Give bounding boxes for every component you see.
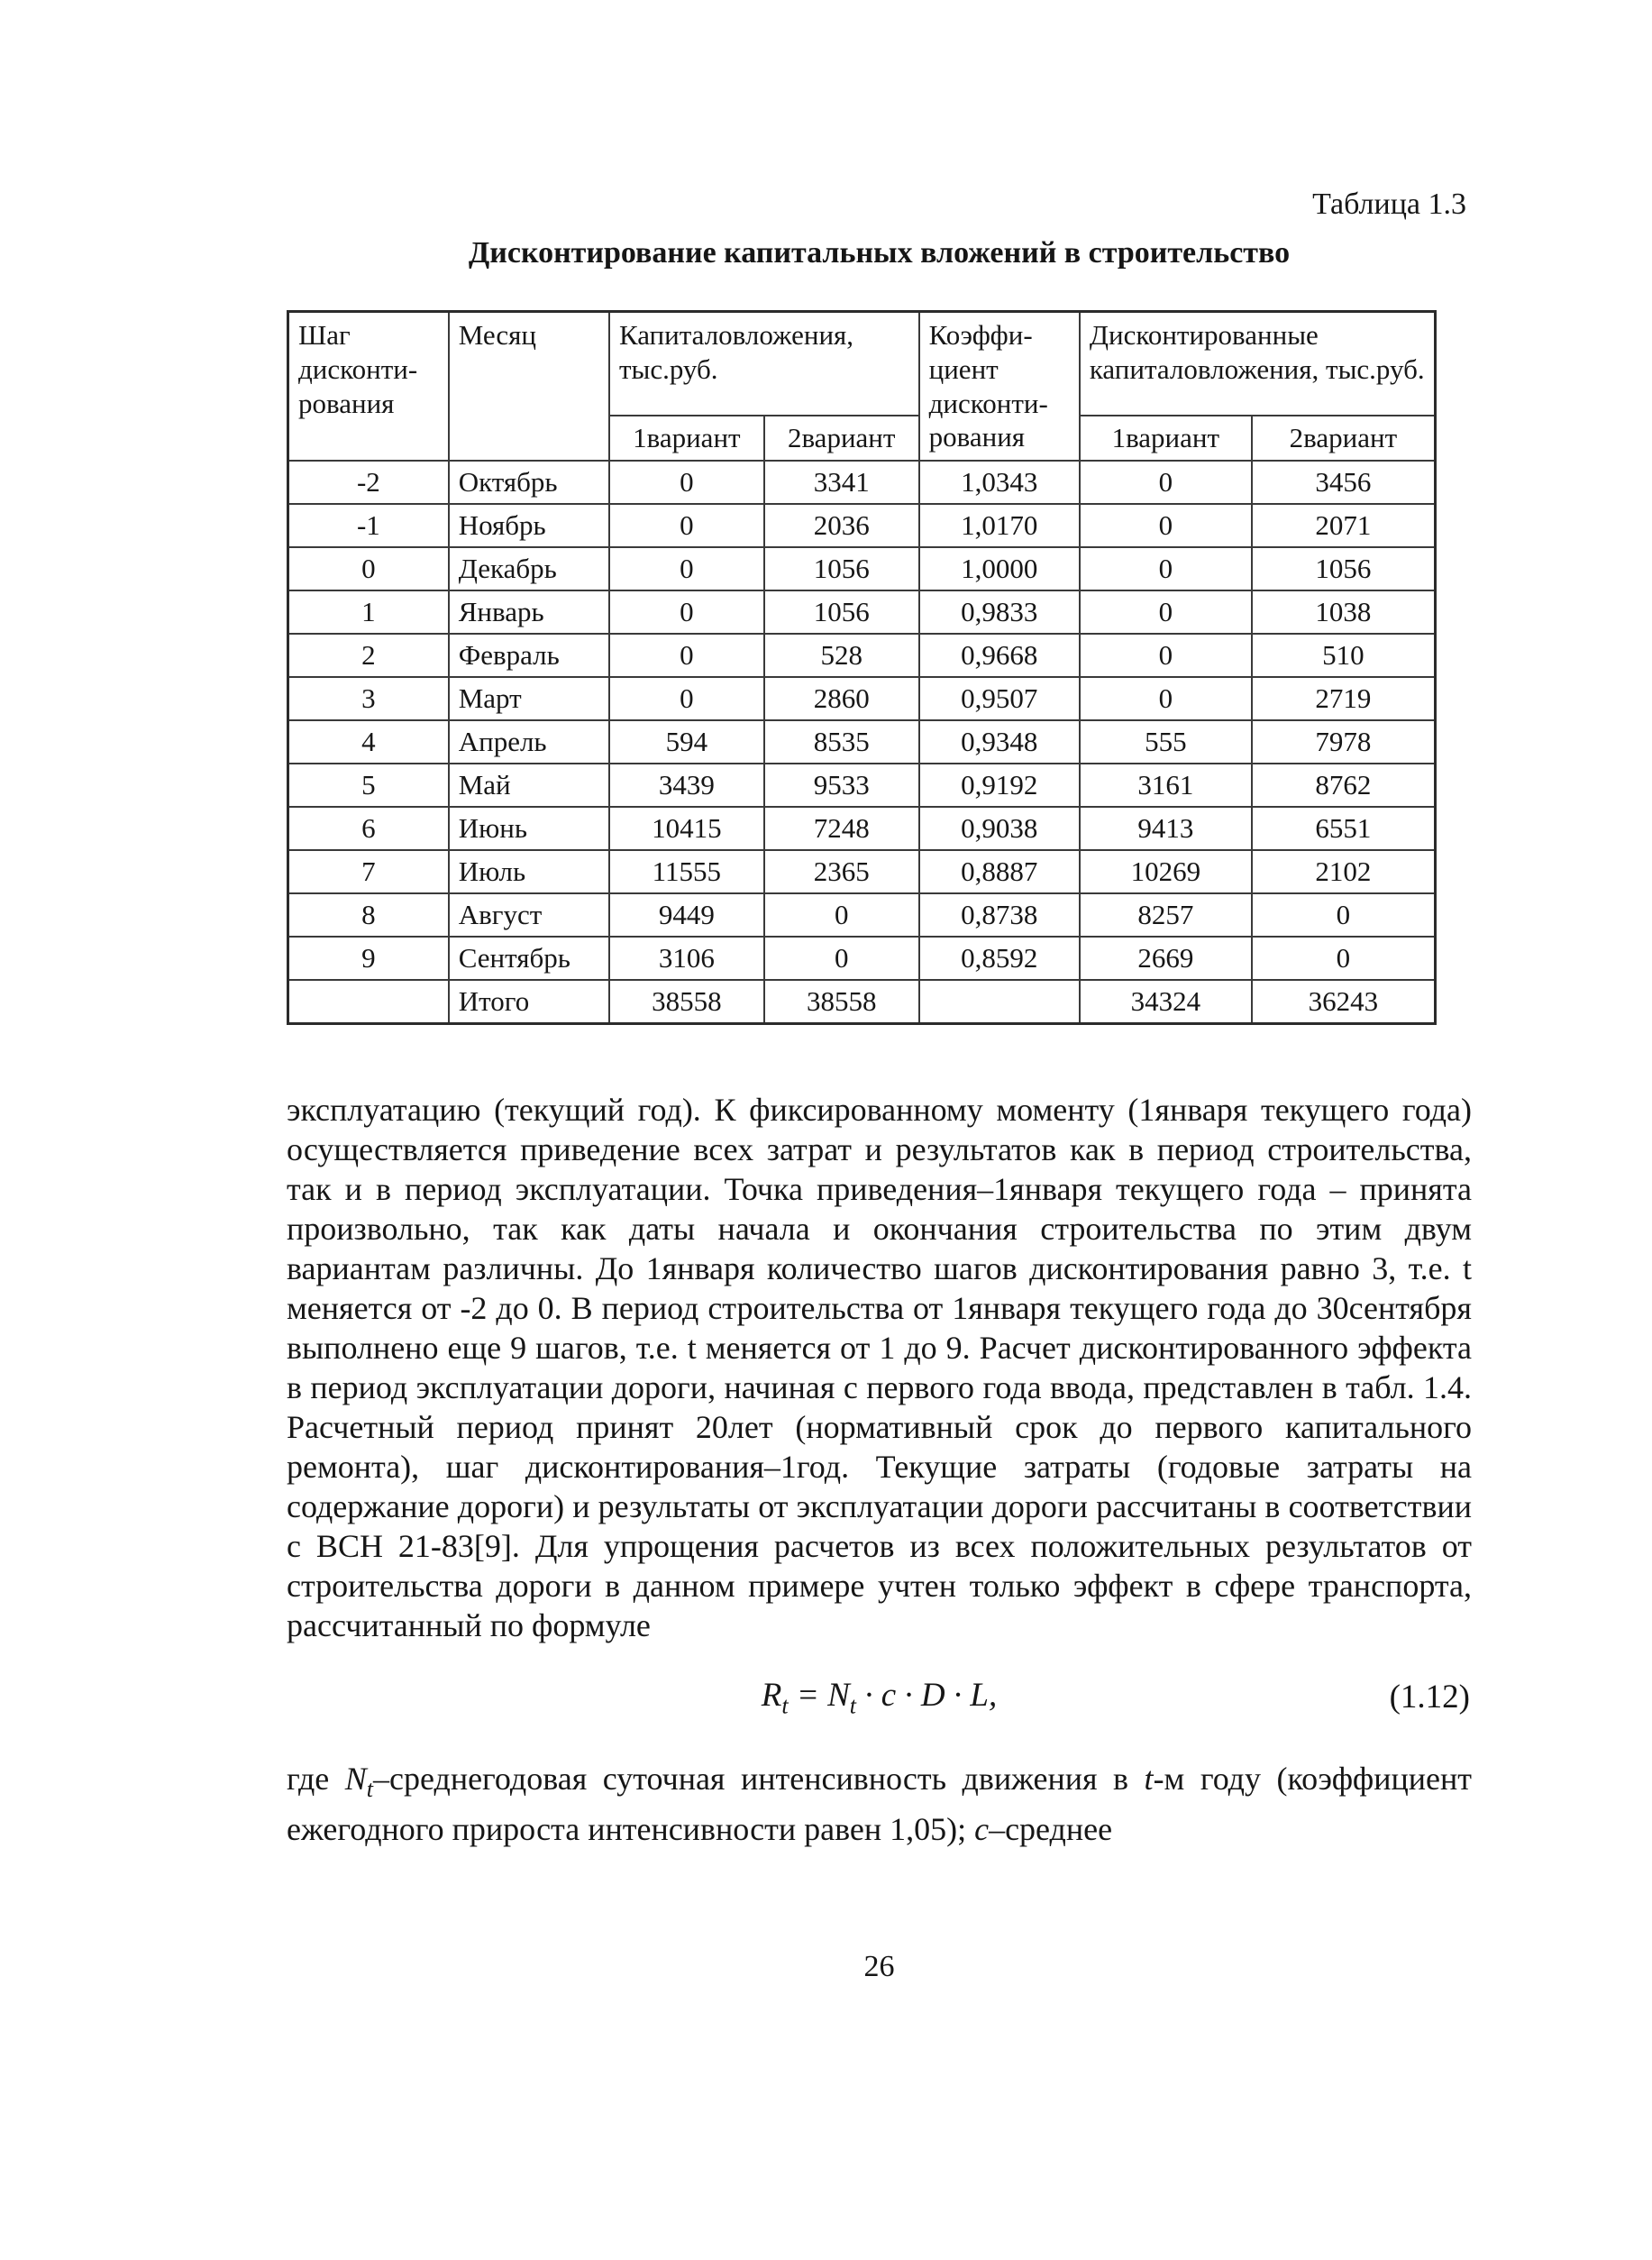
cell-disc1: 0 [1080, 504, 1252, 547]
cell-disc1: 0 [1080, 461, 1252, 504]
cell-cap1: 0 [609, 677, 764, 720]
cell-disc2: 36243 [1252, 980, 1436, 1024]
header-coefficient: Коэффи-циент дисконти-рования [919, 312, 1080, 462]
cell-cap2: 8535 [764, 720, 919, 764]
formula-rhs-rest: · c · D · L, [856, 1677, 998, 1715]
table-row [288, 504, 1436, 547]
variable-n: N [344, 1761, 367, 1798]
table-number-label: Таблица 1.3 [1312, 188, 1466, 221]
where-text-2: -м году (коэффициент ежегодного прироста интенсивности равен 1,05); [287, 1761, 1473, 1848]
cell-month: Март [449, 677, 609, 720]
cell-disc1: 2669 [1080, 937, 1252, 980]
where-text-3: –среднее [989, 1811, 1113, 1848]
cell-cap2: 38558 [764, 980, 919, 1024]
formula-expression [287, 1676, 1472, 1719]
table-body [288, 461, 1436, 1024]
cell-month: Сентябрь [449, 937, 609, 980]
table-row [288, 720, 1436, 764]
cell-coef: 1,0170 [919, 504, 1080, 547]
cell-step: 3 [288, 677, 449, 720]
cell-disc2: 7978 [1252, 720, 1436, 764]
cell-coef: 1,0000 [919, 547, 1080, 590]
cell-coef: 0,8738 [919, 893, 1080, 937]
cell-step: -2 [288, 461, 449, 504]
cell-disc1: 0 [1080, 634, 1252, 677]
table-title: Дисконтирование капитальных вложений в строительство [468, 236, 1291, 270]
cell-step [288, 980, 449, 1024]
cell-cap2: 3341 [764, 461, 919, 504]
discounting-table [287, 310, 1437, 1025]
table-row [288, 677, 1436, 720]
cell-disc1: 34324 [1080, 980, 1252, 1024]
variable-c: c [974, 1811, 990, 1848]
cell-cap2: 2860 [764, 677, 919, 720]
cell-cap2: 2036 [764, 504, 919, 547]
cell-step: 0 [288, 547, 449, 590]
formula-lhs: R [761, 1677, 782, 1715]
page-number: 26 [863, 1950, 895, 1984]
cell-cap2: 1056 [764, 547, 919, 590]
cell-coef: 0,9348 [919, 720, 1080, 764]
cell-coef [919, 980, 1080, 1024]
table-row [288, 634, 1436, 677]
cell-cap2: 0 [764, 893, 919, 937]
cell-cap1: 10415 [609, 807, 764, 850]
cell-month: Май [449, 764, 609, 807]
table-header [288, 312, 1436, 462]
cell-coef: 0,9038 [919, 807, 1080, 850]
cell-disc2: 2102 [1252, 850, 1436, 893]
cell-disc2: 2719 [1252, 677, 1436, 720]
main-paragraph: эксплуатацию (текущий год). К фиксированному моменту (1января текущего года) осуществляется приведение всех затрат и результатов как в период строительства, так и в период эксплуатации. Точка приведения–1января текущего года – принята произвольно, так как даты начала и окончания строительства по этим двум вариантам различны. До 1января количество шагов дисконтирования равно 3, т.е. t меняется от -2 до 0. В период строительства от 1января текущего года до 30сентября выполнено еще 9 шагов, т.е. t меняется от 1 до 9. Расчет дисконтированного эффекта в период эксплуатации дороги, начиная с первого года ввода, представлен в табл. 1.4. Расчетный период принят 20лет (нормативный срок до первого капитального ремонта), шаг дисконтирования–1год. Текущие затраты (годовые затраты на содержание дороги) и результаты от эксплуатации дороги рассчитаны в соответствии с ВСН 21-83[9]. Для упрощения расчетов из всех положительных результатов от строительства дороги в данном примере учтен только эффект в сфере транспорта, рассчитанный по формуле [287, 1092, 1472, 1644]
cell-disc1: 555 [1080, 720, 1252, 764]
cell-cap2: 9533 [764, 764, 919, 807]
table-row [288, 980, 1436, 1024]
page-content [287, 188, 1472, 1984]
cell-step: 6 [288, 807, 449, 850]
cell-coef: 0,8887 [919, 850, 1080, 893]
cell-cap1: 594 [609, 720, 764, 764]
cell-cap1: 0 [609, 504, 764, 547]
cell-month: Январь [449, 590, 609, 634]
cell-coef: 1,0343 [919, 461, 1080, 504]
cell-cap1: 0 [609, 461, 764, 504]
cell-cap1: 11555 [609, 850, 764, 893]
formula-number: (1.12) [1389, 1679, 1470, 1716]
table-row [288, 590, 1436, 634]
cell-disc2: 6551 [1252, 807, 1436, 850]
cell-cap1: 0 [609, 590, 764, 634]
cell-coef: 0,8592 [919, 937, 1080, 980]
header-capital-variant2: 2вариант [764, 416, 919, 461]
cell-disc1: 9413 [1080, 807, 1252, 850]
cell-disc1: 8257 [1080, 893, 1252, 937]
cell-disc1: 0 [1080, 677, 1252, 720]
cell-month: Февраль [449, 634, 609, 677]
formula-rhs-subscript: t [849, 1692, 856, 1719]
formula-lhs-subscript: t [781, 1692, 789, 1719]
cell-step: 9 [288, 937, 449, 980]
formula-rhs: N [827, 1677, 850, 1715]
cell-cap1: 3106 [609, 937, 764, 980]
cell-month: Октябрь [449, 461, 609, 504]
cell-coef: 0,9507 [919, 677, 1080, 720]
cell-step: 7 [288, 850, 449, 893]
table-row [288, 937, 1436, 980]
header-discounted-variant2: 2вариант [1252, 416, 1436, 461]
cell-disc2: 2071 [1252, 504, 1436, 547]
cell-cap2: 528 [764, 634, 919, 677]
header-month: Месяц [449, 312, 609, 462]
cell-disc1: 10269 [1080, 850, 1252, 893]
table-row [288, 893, 1436, 937]
header-discounted-variant1: 1вариант [1080, 416, 1252, 461]
cell-month: Июль [449, 850, 609, 893]
cell-disc1: 0 [1080, 547, 1252, 590]
cell-step: -1 [288, 504, 449, 547]
formula-equals: = [788, 1677, 828, 1715]
cell-month: Итого [449, 980, 609, 1024]
cell-coef: 0,9192 [919, 764, 1080, 807]
cell-month: Июнь [449, 807, 609, 850]
where-prefix: где [287, 1761, 345, 1798]
cell-cap2: 7248 [764, 807, 919, 850]
cell-disc2: 0 [1252, 893, 1436, 937]
cell-cap1: 0 [609, 634, 764, 677]
cell-step: 8 [288, 893, 449, 937]
cell-disc2: 510 [1252, 634, 1436, 677]
table-row [288, 850, 1436, 893]
cell-cap2: 0 [764, 937, 919, 980]
cell-cap1: 3439 [609, 764, 764, 807]
cell-cap2: 1056 [764, 590, 919, 634]
cell-disc1: 0 [1080, 590, 1252, 634]
cell-disc1: 3161 [1080, 764, 1252, 807]
cell-step: 4 [288, 720, 449, 764]
cell-month: Декабрь [449, 547, 609, 590]
cell-cap1: 38558 [609, 980, 764, 1024]
header-capital-variant1: 1вариант [609, 416, 764, 461]
cell-cap2: 2365 [764, 850, 919, 893]
table-row [288, 807, 1436, 850]
header-capital: Капиталовложения, тыс.руб. [609, 312, 919, 416]
where-paragraph [287, 1759, 1472, 1849]
cell-coef: 0,9668 [919, 634, 1080, 677]
table-row [288, 547, 1436, 590]
cell-cap1: 9449 [609, 893, 764, 937]
cell-step: 1 [288, 590, 449, 634]
variable-n-subscript: t [366, 1776, 374, 1803]
cell-cap1: 0 [609, 547, 764, 590]
where-text-1: –среднегодовая суточная интенсивность движения в [373, 1761, 1145, 1798]
table-row [288, 461, 1436, 504]
header-step: Шаг дисконти-рования [288, 312, 449, 462]
table-row [288, 764, 1436, 807]
cell-month: Ноябрь [449, 504, 609, 547]
cell-coef: 0,9833 [919, 590, 1080, 634]
cell-disc2: 0 [1252, 937, 1436, 980]
cell-disc2: 8762 [1252, 764, 1436, 807]
cell-disc2: 3456 [1252, 461, 1436, 504]
formula-block [287, 1676, 1472, 1726]
cell-step: 5 [288, 764, 449, 807]
variable-t: t [1144, 1761, 1154, 1798]
header-discounted: Дисконтированные капиталовложения, тыс.руб. [1080, 312, 1436, 416]
cell-step: 2 [288, 634, 449, 677]
cell-month: Апрель [449, 720, 609, 764]
cell-disc2: 1038 [1252, 590, 1436, 634]
cell-disc2: 1056 [1252, 547, 1436, 590]
cell-month: Август [449, 893, 609, 937]
